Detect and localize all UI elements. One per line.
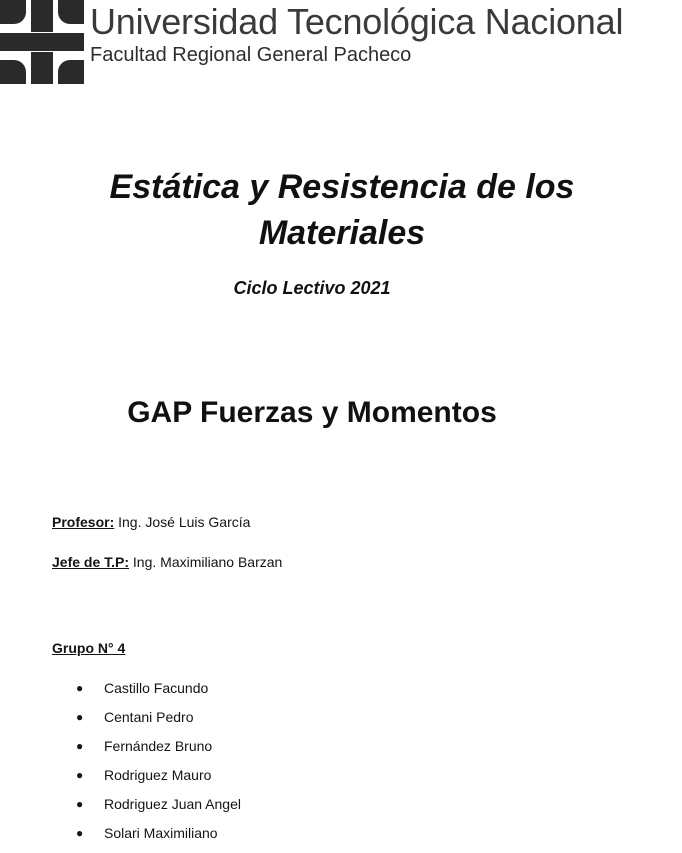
professor-name: Ing. José Luis García <box>118 514 251 530</box>
bullet-icon: ● <box>76 681 84 695</box>
bullet-icon: ● <box>76 768 84 782</box>
member-name: Rodriguez Juan Angel <box>104 796 241 812</box>
member-name: Solari Maximiliano <box>104 825 218 841</box>
bullet-icon: ● <box>76 739 84 753</box>
university-name: Universidad Tecnológica Nacional <box>90 1 624 42</box>
subject-title-line-2: Materiales <box>258 214 426 252</box>
tp-head-line <box>52 553 282 571</box>
member-name: Castillo Facundo <box>104 680 209 696</box>
bullet-icon: ● <box>76 826 84 840</box>
professor-line <box>52 513 250 531</box>
utn-logo <box>0 0 84 84</box>
tp-head-name: Ing. Maximiliano Barzan <box>132 554 283 570</box>
academic-cycle: Ciclo Lectivo 2021 <box>233 278 391 298</box>
member-name: Fernández Bruno <box>104 738 213 754</box>
tp-head-label: Jefe de T.P: <box>52 554 130 570</box>
assignment-title: GAP Fuerzas y Momentos <box>127 396 497 429</box>
bullet-icon: ● <box>76 797 84 811</box>
member-name: Rodriguez Mauro <box>104 767 212 783</box>
professor-label: Profesor: <box>52 514 115 530</box>
subject-title <box>52 164 632 256</box>
document-header <box>0 0 682 84</box>
member-name: Centani Pedro <box>104 709 194 725</box>
subject-title-line-1: Estática y Resistencia de los <box>109 168 575 206</box>
group-label: Grupo N° 4 <box>52 640 126 656</box>
faculty-name: Facultad Regional General Pacheco <box>90 44 412 66</box>
bullet-icon: ● <box>76 710 84 724</box>
